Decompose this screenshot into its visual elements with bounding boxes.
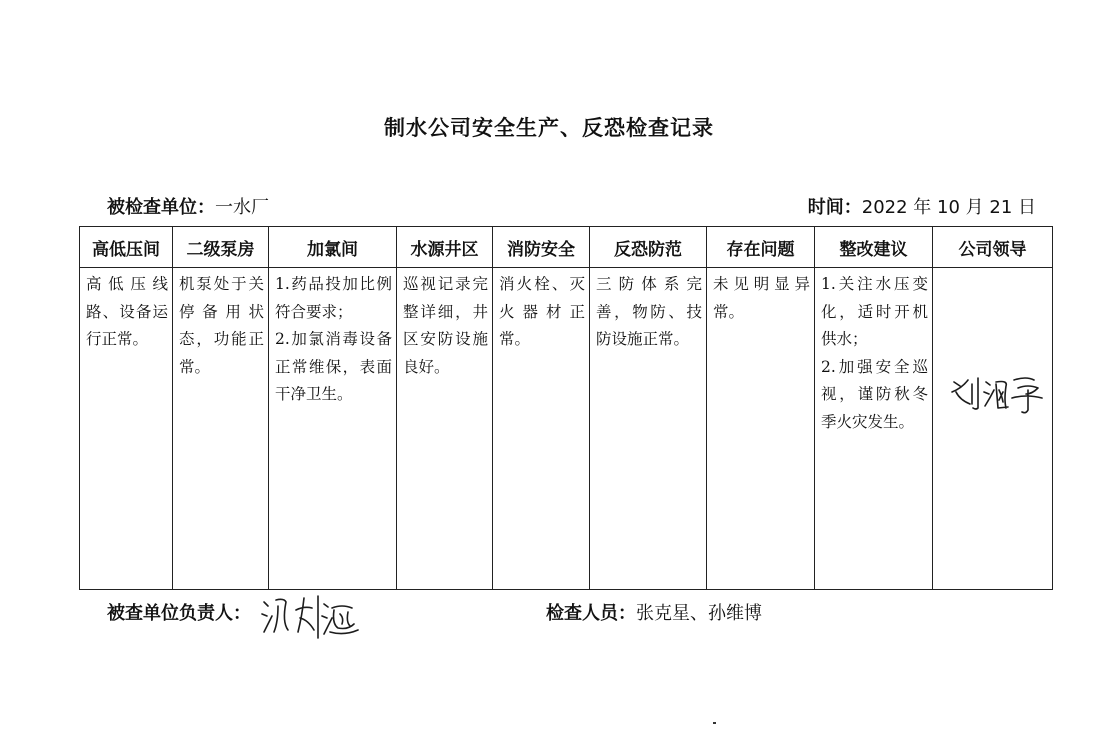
header-cell: 整改建议: [815, 227, 933, 268]
leader-signature: [948, 370, 1048, 418]
table-row: [80, 268, 1053, 590]
header-cell: 二级泵房: [173, 227, 269, 268]
inspected-unit-label: 被检查单位：: [107, 197, 215, 218]
cell-suggestions: 1.关注水压变化，适时开机供水； 2.加强安全巡视，谨防秋冬季火灾发生。: [815, 268, 933, 590]
inspectors-value: 张克星、孙维博: [636, 603, 762, 624]
inspection-date-value: 2022 年 10 月 21 日: [861, 197, 1036, 218]
inspection-date: [808, 193, 1036, 219]
header-cell: 加氯间: [269, 227, 397, 268]
cell-pump-room: 机泵处于关停备用状态，功能正常。: [173, 268, 269, 590]
header-cell: 公司领导: [933, 227, 1053, 268]
header-cell: 存在问题: [707, 227, 815, 268]
table-header-row: [80, 227, 1053, 268]
cell-well-area: 巡视记录完整详细，井区安防设施良好。: [397, 268, 493, 590]
responsible-signature: [258, 588, 364, 644]
header-cell: 水源井区: [397, 227, 493, 268]
inspection-table: [79, 226, 1053, 590]
header-cell: 反恐防范: [590, 227, 707, 268]
responsible-label: 被查单位负责人：: [107, 603, 251, 624]
cell-fire-safety: 消火栓、灭火器材正常。: [493, 268, 590, 590]
cell-hv-room: 高低压线路、设备运行正常。: [80, 268, 173, 590]
header-cell: 高低压间: [80, 227, 173, 268]
inspection-date-label: 时间：: [807, 197, 862, 218]
inspectors: [546, 599, 762, 625]
inspected-unit-value: 一水厂: [215, 197, 269, 218]
cell-issues: 未见明显异常。: [707, 268, 815, 590]
page-title: 制水公司安全生产、反恐检查记录: [384, 116, 714, 140]
cell-anti-terror: 三防体系完善，物防、技防设施正常。: [590, 268, 707, 590]
scan-speck: [713, 722, 716, 724]
cell-leader: [933, 268, 1053, 590]
responsible-person: [107, 599, 251, 625]
inspectors-label: 检查人员：: [546, 603, 636, 624]
cell-chlorination: 1.药品投加比例符合要求； 2.加氯消毒设备正常维保，表面干净卫生。: [269, 268, 397, 590]
inspected-unit: [107, 193, 269, 219]
header-cell: 消防安全: [493, 227, 590, 268]
